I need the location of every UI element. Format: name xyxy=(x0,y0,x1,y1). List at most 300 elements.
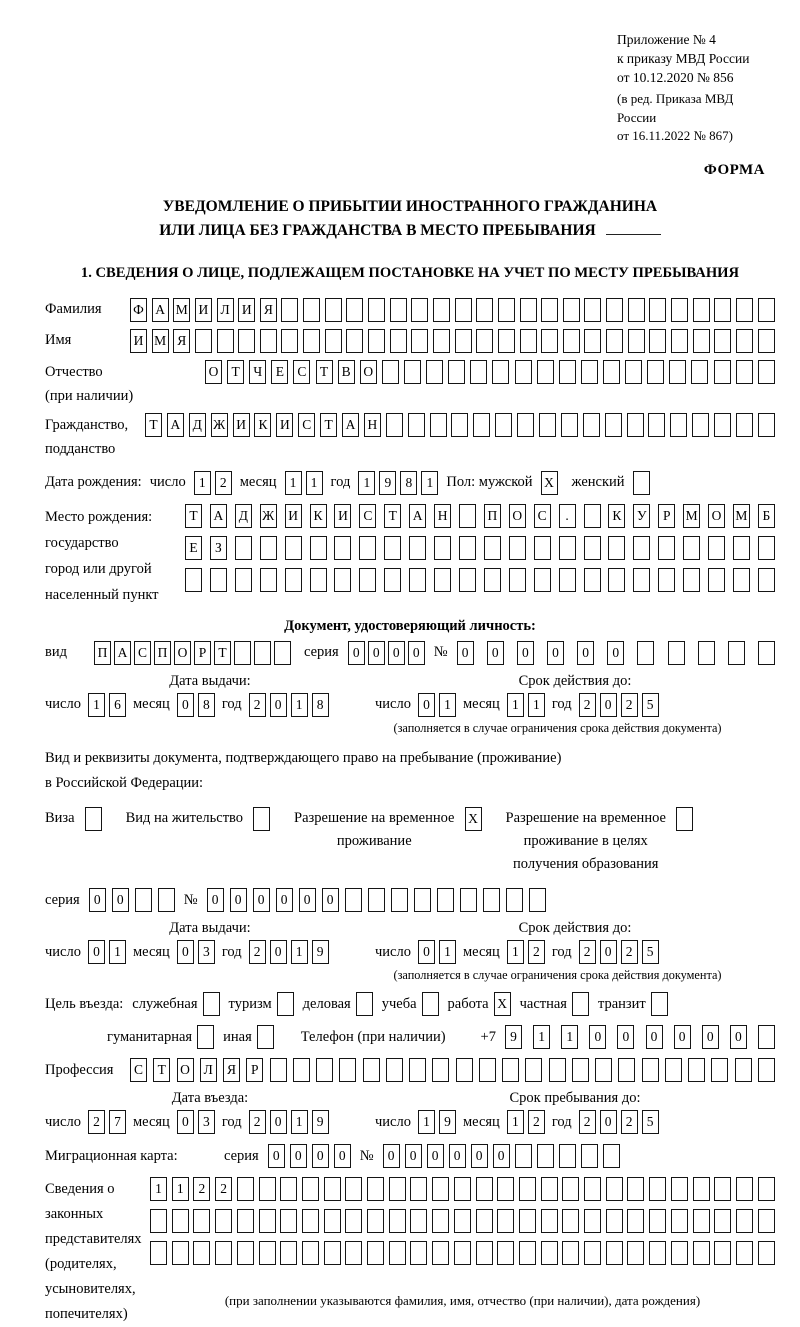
char-cell[interactable] xyxy=(235,568,252,592)
char-cell[interactable]: Т xyxy=(316,360,333,384)
char-cell[interactable]: Т xyxy=(153,1058,170,1082)
char-cell[interactable]: 0 xyxy=(427,1144,444,1168)
char-cell[interactable] xyxy=(386,1058,403,1082)
char-cell[interactable]: 1 xyxy=(291,1110,308,1134)
char-cell[interactable] xyxy=(671,329,688,353)
char-cell[interactable] xyxy=(334,568,351,592)
char-cell[interactable]: 5 xyxy=(642,940,659,964)
char-cell[interactable] xyxy=(758,329,775,353)
char-cell[interactable] xyxy=(197,1025,214,1049)
char-cell[interactable] xyxy=(698,641,715,665)
char-cell[interactable]: З xyxy=(210,536,227,560)
char-cell[interactable] xyxy=(517,413,534,437)
char-cell[interactable]: 0 xyxy=(207,888,224,912)
char-cell[interactable] xyxy=(637,641,654,665)
char-cell[interactable] xyxy=(476,1177,493,1201)
char-cell[interactable] xyxy=(711,1058,728,1082)
char-cell[interactable] xyxy=(649,1177,666,1201)
char-cell[interactable]: 9 xyxy=(439,1110,456,1134)
char-cell[interactable] xyxy=(316,1058,333,1082)
char-cell[interactable] xyxy=(253,807,270,831)
char-cell[interactable] xyxy=(758,1177,775,1201)
char-cell[interactable]: Е xyxy=(271,360,288,384)
char-cell[interactable]: К xyxy=(608,504,625,528)
char-cell[interactable]: Ч xyxy=(249,360,266,384)
char-cell[interactable] xyxy=(562,1241,579,1265)
char-cell[interactable]: 1 xyxy=(109,940,126,964)
char-cell[interactable] xyxy=(736,413,753,437)
char-cell[interactable]: О xyxy=(174,641,191,665)
char-cell[interactable]: Т xyxy=(145,413,162,437)
char-cell[interactable] xyxy=(310,568,327,592)
char-cell[interactable] xyxy=(618,1058,635,1082)
char-cell[interactable] xyxy=(150,1209,167,1233)
char-cell[interactable] xyxy=(437,888,454,912)
char-cell[interactable] xyxy=(736,360,753,384)
char-cell[interactable] xyxy=(562,1209,579,1233)
char-cell[interactable] xyxy=(714,298,731,322)
char-cell[interactable] xyxy=(217,329,234,353)
char-cell[interactable] xyxy=(572,1058,589,1082)
char-cell[interactable]: Р xyxy=(246,1058,263,1082)
char-cell[interactable] xyxy=(390,329,407,353)
char-cell[interactable] xyxy=(339,1058,356,1082)
char-cell[interactable] xyxy=(606,1241,623,1265)
char-cell[interactable]: П xyxy=(94,641,111,665)
char-cell[interactable]: О xyxy=(360,360,377,384)
char-cell[interactable]: Д xyxy=(189,413,206,437)
char-cell[interactable] xyxy=(671,1241,688,1265)
char-cell[interactable] xyxy=(714,1241,731,1265)
char-cell[interactable]: У xyxy=(633,504,650,528)
char-cell[interactable]: 3 xyxy=(198,940,215,964)
char-cell[interactable] xyxy=(389,1241,406,1265)
char-cell[interactable] xyxy=(389,1209,406,1233)
char-cell[interactable] xyxy=(410,1209,427,1233)
char-cell[interactable]: 0 xyxy=(177,693,194,717)
char-cell[interactable] xyxy=(603,360,620,384)
char-cell[interactable] xyxy=(736,298,753,322)
char-cell[interactable] xyxy=(651,992,668,1016)
char-cell[interactable]: 1 xyxy=(439,693,456,717)
char-cell[interactable]: М xyxy=(733,504,750,528)
char-cell[interactable] xyxy=(633,471,650,495)
char-cell[interactable] xyxy=(345,888,362,912)
char-cell[interactable] xyxy=(549,1058,566,1082)
char-cell[interactable] xyxy=(203,992,220,1016)
char-cell[interactable]: 0 xyxy=(177,1110,194,1134)
char-cell[interactable] xyxy=(668,641,685,665)
char-cell[interactable] xyxy=(456,1058,473,1082)
char-cell[interactable] xyxy=(603,1144,620,1168)
char-cell[interactable] xyxy=(647,360,664,384)
char-cell[interactable] xyxy=(260,536,277,560)
char-cell[interactable] xyxy=(541,329,558,353)
char-cell[interactable] xyxy=(581,360,598,384)
char-cell[interactable] xyxy=(758,1025,775,1049)
char-cell[interactable] xyxy=(409,536,426,560)
char-cell[interactable] xyxy=(303,329,320,353)
char-cell[interactable] xyxy=(758,360,775,384)
char-cell[interactable]: М xyxy=(152,329,169,353)
char-cell[interactable] xyxy=(541,1177,558,1201)
char-cell[interactable]: С xyxy=(293,360,310,384)
char-cell[interactable] xyxy=(260,329,277,353)
char-cell[interactable] xyxy=(432,1177,449,1201)
char-cell[interactable] xyxy=(260,568,277,592)
char-cell[interactable] xyxy=(302,1209,319,1233)
char-cell[interactable] xyxy=(563,329,580,353)
char-cell[interactable] xyxy=(324,1177,341,1201)
char-cell[interactable] xyxy=(692,413,709,437)
char-cell[interactable] xyxy=(520,329,537,353)
char-cell[interactable]: X xyxy=(494,992,511,1016)
char-cell[interactable] xyxy=(484,536,501,560)
char-cell[interactable] xyxy=(728,641,745,665)
char-cell[interactable] xyxy=(281,298,298,322)
char-cell[interactable]: 2 xyxy=(528,1110,545,1134)
char-cell[interactable] xyxy=(534,568,551,592)
char-cell[interactable] xyxy=(483,888,500,912)
char-cell[interactable] xyxy=(324,1241,341,1265)
char-cell[interactable] xyxy=(649,1209,666,1233)
char-cell[interactable] xyxy=(539,413,556,437)
char-cell[interactable] xyxy=(708,536,725,560)
char-cell[interactable] xyxy=(310,536,327,560)
char-cell[interactable] xyxy=(410,1241,427,1265)
char-cell[interactable] xyxy=(237,1209,254,1233)
char-cell[interactable] xyxy=(479,1058,496,1082)
char-cell[interactable] xyxy=(563,298,580,322)
char-cell[interactable] xyxy=(714,1177,731,1201)
char-cell[interactable] xyxy=(459,504,476,528)
char-cell[interactable] xyxy=(584,536,601,560)
char-cell[interactable] xyxy=(541,1209,558,1233)
char-cell[interactable]: 0 xyxy=(334,1144,351,1168)
char-cell[interactable] xyxy=(459,536,476,560)
char-cell[interactable]: 0 xyxy=(449,1144,466,1168)
char-cell[interactable]: Н xyxy=(434,504,451,528)
char-cell[interactable] xyxy=(367,1209,384,1233)
char-cell[interactable] xyxy=(758,413,775,437)
char-cell[interactable] xyxy=(559,360,576,384)
char-cell[interactable]: Д xyxy=(235,504,252,528)
char-cell[interactable] xyxy=(515,1144,532,1168)
char-cell[interactable] xyxy=(562,1177,579,1201)
char-cell[interactable]: С xyxy=(130,1058,147,1082)
char-cell[interactable] xyxy=(665,1058,682,1082)
char-cell[interactable] xyxy=(325,298,342,322)
char-cell[interactable] xyxy=(509,536,526,560)
char-cell[interactable] xyxy=(302,1241,319,1265)
char-cell[interactable] xyxy=(334,536,351,560)
char-cell[interactable] xyxy=(367,1177,384,1201)
char-cell[interactable]: 0 xyxy=(487,641,504,665)
char-cell[interactable] xyxy=(519,1241,536,1265)
char-cell[interactable] xyxy=(448,360,465,384)
char-cell[interactable]: Т xyxy=(320,413,337,437)
char-cell[interactable]: 8 xyxy=(400,471,417,495)
char-cell[interactable] xyxy=(736,1209,753,1233)
char-cell[interactable] xyxy=(633,568,650,592)
char-cell[interactable] xyxy=(676,807,693,831)
char-cell[interactable]: С xyxy=(359,504,376,528)
char-cell[interactable] xyxy=(215,1209,232,1233)
char-cell[interactable] xyxy=(259,1177,276,1201)
char-cell[interactable] xyxy=(345,1241,362,1265)
char-cell[interactable] xyxy=(519,1209,536,1233)
char-cell[interactable]: И xyxy=(130,329,147,353)
char-cell[interactable]: Т xyxy=(214,641,231,665)
char-cell[interactable] xyxy=(432,1058,449,1082)
char-cell[interactable] xyxy=(384,568,401,592)
char-cell[interactable] xyxy=(498,329,515,353)
char-cell[interactable] xyxy=(426,360,443,384)
char-cell[interactable] xyxy=(606,329,623,353)
char-cell[interactable] xyxy=(559,536,576,560)
char-cell[interactable]: Р xyxy=(658,504,675,528)
char-cell[interactable] xyxy=(671,298,688,322)
char-cell[interactable]: 8 xyxy=(198,693,215,717)
char-cell[interactable] xyxy=(432,1241,449,1265)
char-cell[interactable] xyxy=(459,568,476,592)
char-cell[interactable]: Б xyxy=(758,504,775,528)
char-cell[interactable]: Ж xyxy=(260,504,277,528)
char-cell[interactable]: В xyxy=(338,360,355,384)
char-cell[interactable] xyxy=(649,1241,666,1265)
char-cell[interactable]: П xyxy=(154,641,171,665)
char-cell[interactable]: X xyxy=(541,471,558,495)
char-cell[interactable] xyxy=(669,360,686,384)
char-cell[interactable]: 0 xyxy=(600,940,617,964)
char-cell[interactable]: 1 xyxy=(358,471,375,495)
char-cell[interactable] xyxy=(515,360,532,384)
char-cell[interactable]: 2 xyxy=(579,1110,596,1134)
char-cell[interactable]: 0 xyxy=(368,641,385,665)
char-cell[interactable] xyxy=(628,329,645,353)
char-cell[interactable] xyxy=(758,298,775,322)
char-cell[interactable]: 0 xyxy=(388,641,405,665)
char-cell[interactable] xyxy=(476,1241,493,1265)
char-cell[interactable]: 0 xyxy=(322,888,339,912)
char-cell[interactable] xyxy=(671,1177,688,1201)
char-cell[interactable] xyxy=(476,1209,493,1233)
char-cell[interactable]: 9 xyxy=(379,471,396,495)
char-cell[interactable] xyxy=(688,1058,705,1082)
char-cell[interactable]: 2 xyxy=(215,1177,232,1201)
char-cell[interactable]: 0 xyxy=(348,641,365,665)
char-cell[interactable] xyxy=(693,1241,710,1265)
char-cell[interactable] xyxy=(498,298,515,322)
char-cell[interactable] xyxy=(606,298,623,322)
char-cell[interactable] xyxy=(584,1177,601,1201)
char-cell[interactable] xyxy=(502,1058,519,1082)
char-cell[interactable]: О xyxy=(177,1058,194,1082)
char-cell[interactable]: 2 xyxy=(249,693,266,717)
char-cell[interactable]: 1 xyxy=(172,1177,189,1201)
char-cell[interactable] xyxy=(693,329,710,353)
char-cell[interactable]: X xyxy=(465,807,482,831)
char-cell[interactable]: 1 xyxy=(533,1025,550,1049)
char-cell[interactable] xyxy=(541,1241,558,1265)
char-cell[interactable] xyxy=(559,1144,576,1168)
char-cell[interactable]: 1 xyxy=(528,693,545,717)
char-cell[interactable] xyxy=(529,888,546,912)
char-cell[interactable] xyxy=(492,360,509,384)
char-cell[interactable] xyxy=(433,298,450,322)
char-cell[interactable]: 1 xyxy=(418,1110,435,1134)
char-cell[interactable] xyxy=(561,413,578,437)
char-cell[interactable] xyxy=(172,1241,189,1265)
char-cell[interactable] xyxy=(150,1241,167,1265)
char-cell[interactable]: 0 xyxy=(290,1144,307,1168)
char-cell[interactable] xyxy=(736,329,753,353)
char-cell[interactable] xyxy=(215,1241,232,1265)
char-cell[interactable] xyxy=(280,1241,297,1265)
char-cell[interactable] xyxy=(433,329,450,353)
char-cell[interactable] xyxy=(693,298,710,322)
char-cell[interactable] xyxy=(627,1209,644,1233)
char-cell[interactable] xyxy=(693,1209,710,1233)
char-cell[interactable]: 0 xyxy=(457,641,474,665)
char-cell[interactable]: 1 xyxy=(291,940,308,964)
char-cell[interactable]: 1 xyxy=(306,471,323,495)
char-cell[interactable] xyxy=(470,360,487,384)
char-cell[interactable]: 1 xyxy=(561,1025,578,1049)
char-cell[interactable]: И xyxy=(238,298,255,322)
char-cell[interactable] xyxy=(325,329,342,353)
char-cell[interactable] xyxy=(572,992,589,1016)
char-cell[interactable]: 5 xyxy=(642,1110,659,1134)
char-cell[interactable]: . xyxy=(559,504,576,528)
char-cell[interactable] xyxy=(368,329,385,353)
char-cell[interactable] xyxy=(389,1177,406,1201)
char-cell[interactable]: 0 xyxy=(253,888,270,912)
char-cell[interactable]: 1 xyxy=(439,940,456,964)
char-cell[interactable] xyxy=(234,641,251,665)
char-cell[interactable]: 1 xyxy=(507,1110,524,1134)
char-cell[interactable]: А xyxy=(210,504,227,528)
char-cell[interactable]: М xyxy=(683,504,700,528)
char-cell[interactable]: А xyxy=(167,413,184,437)
char-cell[interactable]: 2 xyxy=(88,1110,105,1134)
char-cell[interactable]: А xyxy=(114,641,131,665)
char-cell[interactable]: И xyxy=(195,298,212,322)
char-cell[interactable]: А xyxy=(342,413,359,437)
char-cell[interactable] xyxy=(363,1058,380,1082)
char-cell[interactable]: 0 xyxy=(702,1025,719,1049)
char-cell[interactable]: 2 xyxy=(579,940,596,964)
char-cell[interactable] xyxy=(302,1177,319,1201)
char-cell[interactable] xyxy=(454,1241,471,1265)
char-cell[interactable] xyxy=(584,504,601,528)
char-cell[interactable]: М xyxy=(173,298,190,322)
char-cell[interactable]: Р xyxy=(194,641,211,665)
char-cell[interactable]: 1 xyxy=(150,1177,167,1201)
char-cell[interactable] xyxy=(430,413,447,437)
char-cell[interactable] xyxy=(497,1209,514,1233)
char-cell[interactable]: О xyxy=(708,504,725,528)
char-cell[interactable]: 0 xyxy=(88,940,105,964)
char-cell[interactable] xyxy=(193,1209,210,1233)
char-cell[interactable]: 0 xyxy=(600,693,617,717)
char-cell[interactable]: 8 xyxy=(312,693,329,717)
char-cell[interactable] xyxy=(648,413,665,437)
char-cell[interactable]: Ж xyxy=(211,413,228,437)
char-cell[interactable]: К xyxy=(310,504,327,528)
char-cell[interactable] xyxy=(254,641,271,665)
char-cell[interactable] xyxy=(595,1058,612,1082)
char-cell[interactable] xyxy=(708,568,725,592)
char-cell[interactable] xyxy=(584,1241,601,1265)
char-cell[interactable] xyxy=(559,568,576,592)
char-cell[interactable] xyxy=(733,568,750,592)
char-cell[interactable] xyxy=(584,298,601,322)
char-cell[interactable] xyxy=(758,536,775,560)
char-cell[interactable]: 1 xyxy=(88,693,105,717)
char-cell[interactable] xyxy=(736,1241,753,1265)
char-cell[interactable] xyxy=(172,1209,189,1233)
char-cell[interactable]: 0 xyxy=(471,1144,488,1168)
char-cell[interactable] xyxy=(509,568,526,592)
char-cell[interactable]: 0 xyxy=(418,940,435,964)
char-cell[interactable] xyxy=(758,1209,775,1233)
char-cell[interactable]: 2 xyxy=(579,693,596,717)
char-cell[interactable]: О xyxy=(205,360,222,384)
char-cell[interactable] xyxy=(293,1058,310,1082)
char-cell[interactable]: 0 xyxy=(517,641,534,665)
char-cell[interactable]: 2 xyxy=(528,940,545,964)
char-cell[interactable] xyxy=(85,807,102,831)
char-cell[interactable]: 0 xyxy=(674,1025,691,1049)
char-cell[interactable]: 2 xyxy=(249,940,266,964)
char-cell[interactable] xyxy=(649,329,666,353)
char-cell[interactable] xyxy=(386,413,403,437)
char-cell[interactable] xyxy=(627,413,644,437)
char-cell[interactable] xyxy=(628,298,645,322)
char-cell[interactable]: 2 xyxy=(215,471,232,495)
char-cell[interactable]: 1 xyxy=(421,471,438,495)
char-cell[interactable]: 6 xyxy=(109,693,126,717)
char-cell[interactable] xyxy=(356,992,373,1016)
char-cell[interactable] xyxy=(346,329,363,353)
char-cell[interactable]: 9 xyxy=(505,1025,522,1049)
char-cell[interactable]: 0 xyxy=(493,1144,510,1168)
char-cell[interactable] xyxy=(390,298,407,322)
char-cell[interactable] xyxy=(584,329,601,353)
char-cell[interactable] xyxy=(691,360,708,384)
char-cell[interactable]: 2 xyxy=(193,1177,210,1201)
char-cell[interactable] xyxy=(345,1177,362,1201)
char-cell[interactable] xyxy=(525,1058,542,1082)
char-cell[interactable]: 0 xyxy=(299,888,316,912)
char-cell[interactable] xyxy=(280,1177,297,1201)
char-cell[interactable] xyxy=(382,360,399,384)
char-cell[interactable] xyxy=(633,536,650,560)
char-cell[interactable]: С xyxy=(534,504,551,528)
char-cell[interactable] xyxy=(384,536,401,560)
char-cell[interactable] xyxy=(410,1177,427,1201)
char-cell[interactable] xyxy=(627,1241,644,1265)
char-cell[interactable] xyxy=(193,1241,210,1265)
char-cell[interactable]: 0 xyxy=(646,1025,663,1049)
char-cell[interactable] xyxy=(520,298,537,322)
char-cell[interactable]: 0 xyxy=(405,1144,422,1168)
char-cell[interactable] xyxy=(455,329,472,353)
char-cell[interactable] xyxy=(210,568,227,592)
char-cell[interactable] xyxy=(185,568,202,592)
char-cell[interactable] xyxy=(693,1177,710,1201)
